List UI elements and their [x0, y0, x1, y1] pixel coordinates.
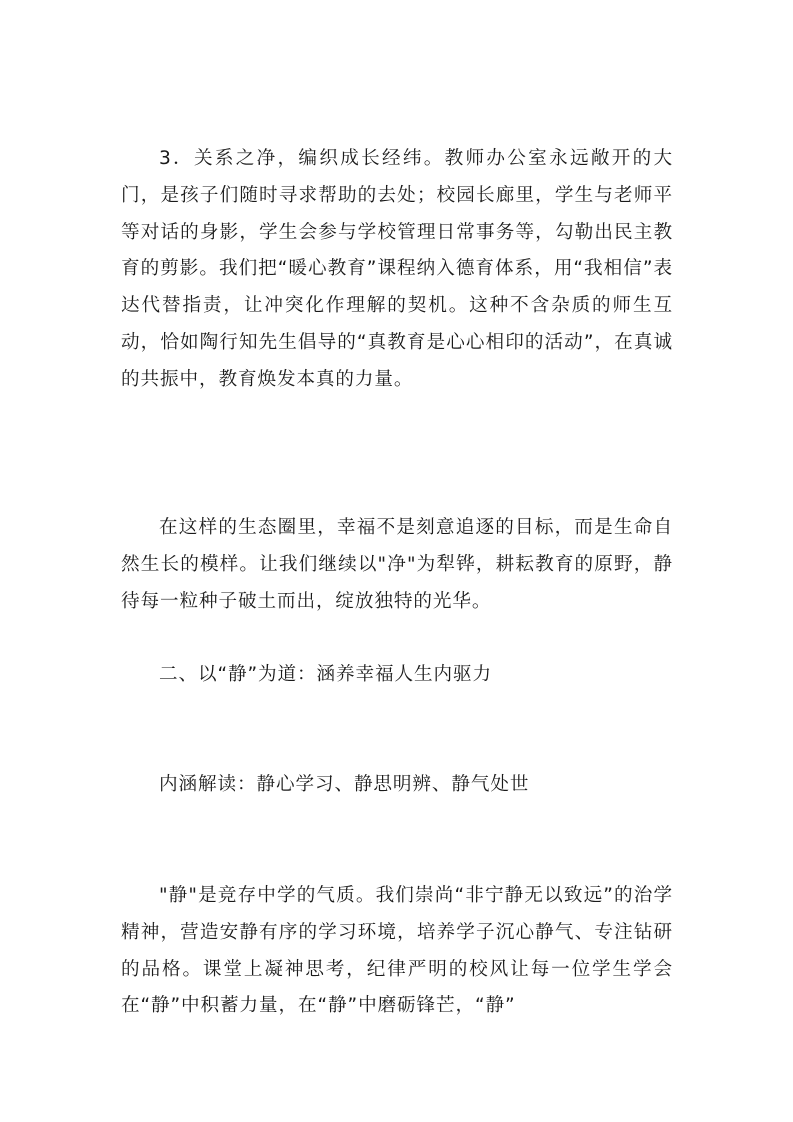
- paragraph-relations: 3．关系之净，编织成长经纬。教师办公室永远敞开的大门，是孩子们随时寻求帮助的去处；校园长廊里，学生与老师平等对话的身影，学生会参与学校管理日常事务等，勾勒出民主教育的剪影。我们把“暖心教育”课程纳入德育体系，用“我相信”表达代替指责，让冲突化作理解的契机。这种不含杂质的师生互动，恰如陶行知先生倡导的“真教育是心心相印的活动”，在真诚的共振中，教育焕发本真的力量。: [121, 148, 673, 390]
- paragraph-ecology: 在这样的生态圈里，幸福不是刻意追逐的目标，而是生命自然生长的模样。让我们继续以"净"为犁铧，耕耘教育的原野，静待每一粒种子破土而出，绽放独特的光华。: [121, 517, 673, 612]
- subheading: 内涵解读：静心学习、静思明辨、静气处世: [159, 774, 530, 795]
- paragraph-quiet: "静"是竞存中学的气质。我们崇尚“非宁静无以致远”的治学精神，营造安静有序的学习环境，培养学子沉心静气、专注钻研的品格。课堂上凝神思考，纪律严明的校风让每一位学生学会在“静”中积蓄力量，在“静”中磨砺锋芒，“静”: [121, 885, 673, 1017]
- section-heading: 二、以“静”为道：涵养幸福人生内驱力: [159, 664, 492, 685]
